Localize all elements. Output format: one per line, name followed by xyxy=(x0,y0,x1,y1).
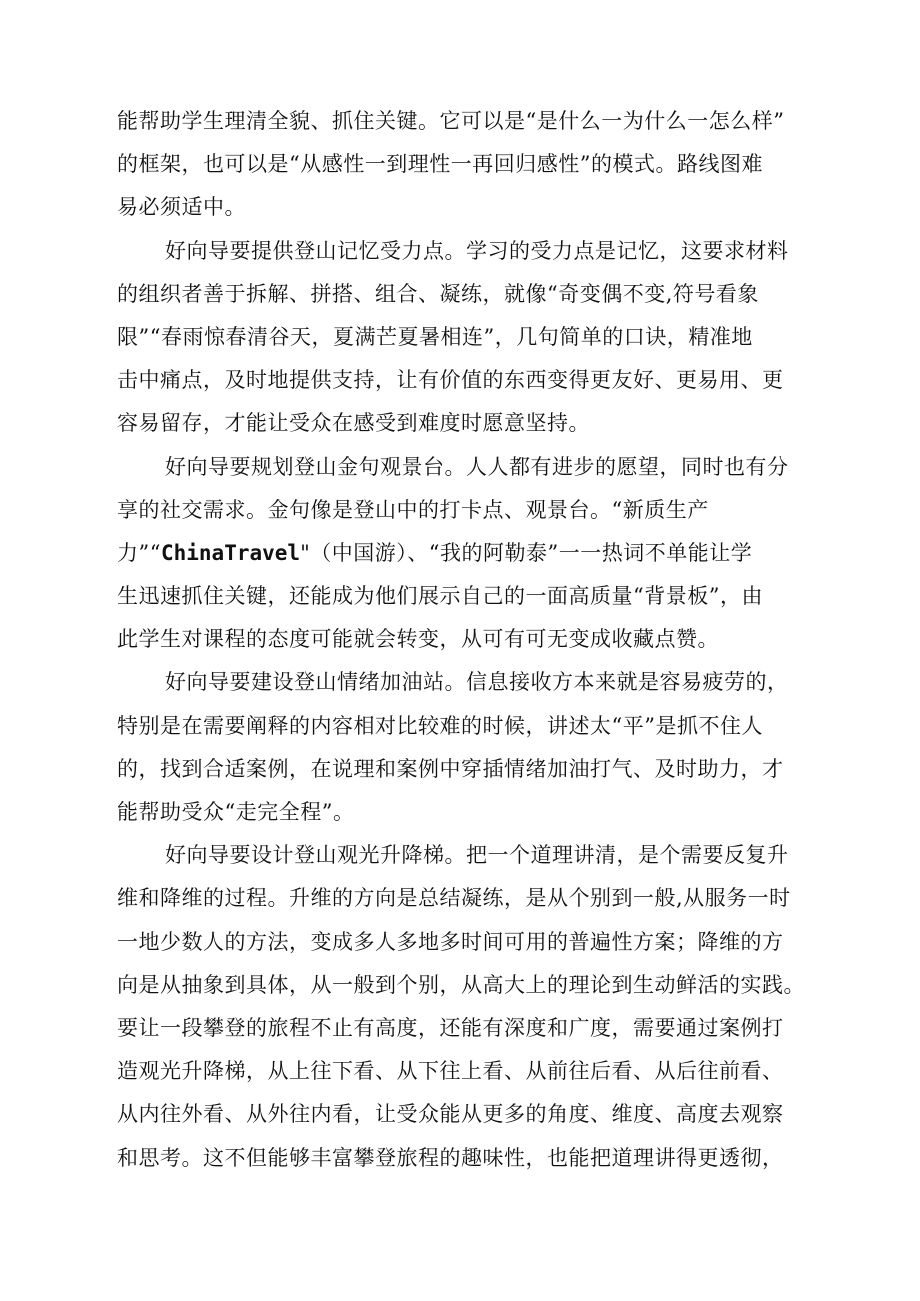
text-line: 的框架，也可以是“从感性一到理性一再回归感性”的模式。路线图难 xyxy=(117,152,763,177)
text-line: 和思考。这不但能够丰富攀登旅程的趣味性，也能把道理讲得更透彻， xyxy=(117,1145,784,1170)
text-line: 此学生对课程的态度可能就会转变，从可有可无变成收藏点赞。 xyxy=(117,627,719,652)
text-line: 要让一段攀登的旅程不止有高度，还能有深度和广度，需要通过案例打 xyxy=(117,1015,784,1040)
text-line: 能帮助学生理清全貌、抓住关键。它可以是“是什么一为什么一怎么样” xyxy=(117,109,785,133)
text-line: 限”“春雨惊春清谷天，夏满芒夏暑相连”，几句简单的口诀，精准地 xyxy=(117,324,753,349)
text-line: 维和降维的过程。升维的方向是总结凝练，是从个别到一般,从服务一时 xyxy=(117,886,791,911)
document-body xyxy=(117,100,857,1180)
text-line: 造观光升降梯，从上往下看、从下往上看、从前往后看、从后往前看、 xyxy=(117,1059,784,1084)
text-fragment: 力”“ xyxy=(117,540,161,565)
text-line: 生迅速抓住关键，还能成为他们展示自己的一面高质量“背景板”，由 xyxy=(117,584,763,609)
paragraph-start-line: 好向导要提供登山记忆受力点。学习的受力点是记忆，这要求材料 xyxy=(165,238,789,263)
paragraph-start-line: 好向导要规划登山金句观景台。人人都有进步的愿望，同时也有分 xyxy=(165,454,789,479)
text-line: 一地少数人的方法，变成多人多地多时间可用的普遍性方案；降维的方 xyxy=(117,929,784,954)
text-fragment-latin: ChinaTravel xyxy=(160,540,301,565)
text-line: 享的社交需求。金句像是登山中的打卡点、观景台。“新质生产 xyxy=(117,497,709,522)
text-line-mixed xyxy=(117,532,857,575)
text-line: 击中痛点，及时地提供支持，让有价值的东西变得更友好、更易用、更 xyxy=(117,368,784,393)
text-fragment: "（中国游）、“我的阿勒泰”一一热词不单能让学 xyxy=(300,540,753,565)
text-line: 特别是在需要阐释的内容相对比较难的时候，讲述太“平”是抓不住人 xyxy=(117,713,763,738)
text-line: 能帮助受众“走完全程”。 xyxy=(117,800,355,824)
paragraph-start-line: 好向导要建设登山情绪加油站。信息接收方本来就是容易疲劳的， xyxy=(165,670,789,695)
text-line: 从内往外看、从外往内看，让受众能从更多的角度、维度、高度去观察 xyxy=(117,1102,784,1127)
text-line: 向是从抽象到具体，从一般到个别，从高大上的理论到生动鲜活的实践。 xyxy=(117,972,805,997)
text-line: 的组织者善于拆解、拼搭、组合、凝练，就像“奇变偶不变,符号看象 xyxy=(117,281,759,306)
text-line: 容易留存，才能让受众在感受到难度时愿意坚持。 xyxy=(117,411,590,436)
text-line: 的，找到合适案例，在说理和案例中穿插情绪加油打气、及时助力，才 xyxy=(117,756,784,781)
text-line: 易必须适中。 xyxy=(117,195,246,220)
paragraph-start-line: 好向导要设计登山观光升降梯。把一个道理讲清，是个需要反复升 xyxy=(165,843,789,868)
